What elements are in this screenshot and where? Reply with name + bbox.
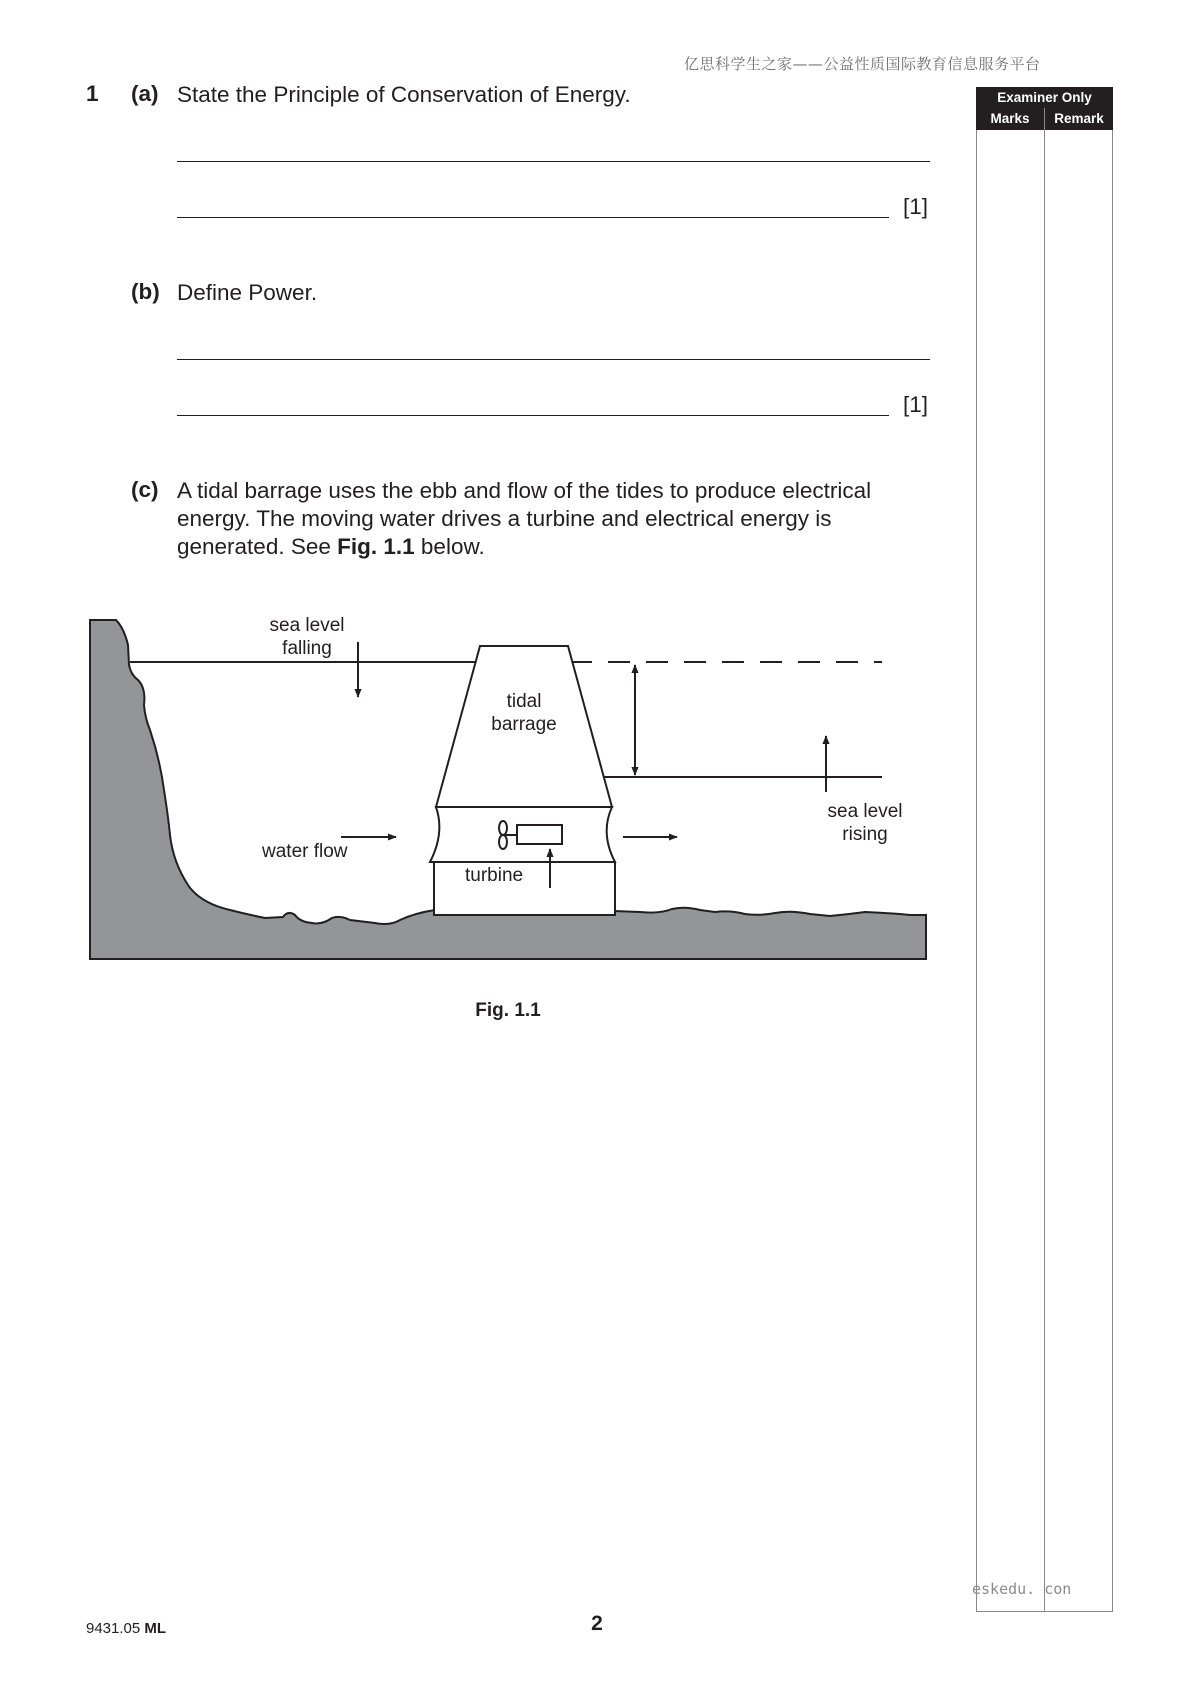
header-watermark-text: 亿思科学生之家——公益性质国际教育信息服务平台: [684, 55, 1041, 73]
label-sea-level-falling: [247, 614, 367, 660]
part-c-line1: A tidal barrage uses the ebb and flow of the tides to produce electrical: [177, 478, 872, 503]
part-c-label: (c): [131, 477, 159, 502]
paper-code: [86, 1620, 166, 1637]
turbine-blade-top: [499, 821, 507, 835]
label-turbine: turbine: [465, 865, 524, 886]
part-c-fig-ref: Fig. 1.1: [337, 534, 415, 559]
part-b-label: (b): [131, 279, 160, 304]
part-a-text: State the Principle of Conservation of Energy.: [177, 82, 631, 107]
label-water-flow: water flow: [262, 841, 348, 862]
examiner-title: Examiner Only: [976, 87, 1113, 108]
label-sea-level-rising: [810, 800, 920, 846]
label-sea-level-rising-line1: sea level: [827, 801, 903, 822]
label-sea-level-falling-line1: sea level: [269, 615, 345, 636]
part-a-label: (a): [131, 81, 159, 106]
label-tidal-barrage-line1: tidal: [506, 691, 542, 712]
part-b-mark: [1]: [903, 392, 929, 417]
part-c-line2: energy. The moving water drives a turbine and electrical energy is: [177, 506, 832, 531]
label-sea-level-rising-line2: rising: [842, 824, 888, 845]
label-tidal-barrage: [474, 690, 574, 736]
part-b-text: Define Power.: [177, 280, 318, 305]
turbine-blade-bottom: [499, 835, 507, 849]
part-a-mark: [1]: [903, 194, 929, 219]
label-sea-level-falling-line2: falling: [282, 638, 332, 659]
figure-caption: Fig. 1.1: [475, 1000, 541, 1021]
examiner-remark-header: Remark: [1045, 108, 1113, 130]
part-c-line3-pre: generated. See: [177, 534, 338, 559]
footer-watermark: eskedu. con: [972, 1580, 1072, 1598]
examiner-marks-header: Marks: [976, 108, 1044, 130]
label-tidal-barrage-line2: barrage: [491, 714, 557, 735]
paper-code-suffix: ML: [144, 1620, 167, 1637]
paper-code-number: 9431.05: [86, 1620, 145, 1637]
part-c-line3-post: below.: [414, 534, 485, 559]
question-number: 1: [86, 81, 99, 106]
page-number: 2: [591, 1612, 603, 1635]
turbine-generator: [517, 825, 562, 844]
